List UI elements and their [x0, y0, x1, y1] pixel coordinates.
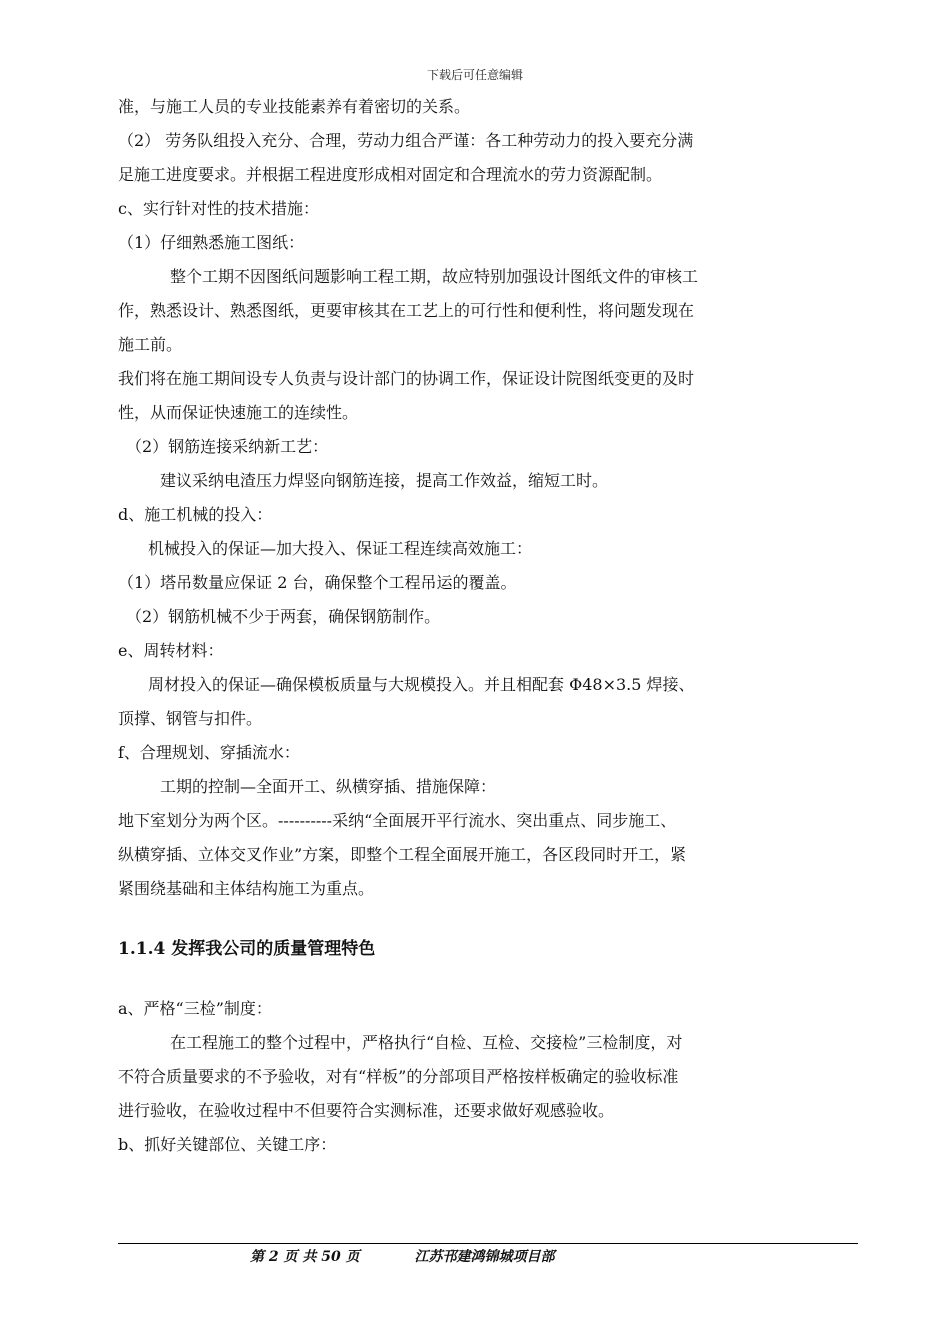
paragraph-line: 进行验收，在验收过程中不但要符合实测标准，还要求做好观感验收。: [118, 1101, 615, 1120]
paragraph-line: 我们将在施工期间设专人负责与设计部门的协调工作，保证设计院图纸变更的及时: [118, 369, 695, 388]
paragraph-line: 准，与施工人员的专业技能素养有着密切的关系。: [118, 97, 471, 116]
header-note: 下载后可任意编辑: [426, 68, 523, 82]
paragraph-line: 在工程施工的整个过程中，严格执行“自检、互检、交接检”三检制度，对: [170, 1033, 683, 1052]
paragraph-line: 不符合质量要求的不予验收，对有“样板”的分部项目严格按样板确定的验收标准: [118, 1067, 679, 1086]
paragraph-line: 施工前。: [118, 335, 183, 354]
footer-divider: [118, 1243, 858, 1244]
subheading-c: c、实行针对性的技术措施：: [118, 199, 319, 218]
subheading-e: e、周转材料：: [118, 641, 224, 660]
paragraph-line: 机械投入的保证—加大投入、保证工程连续高效施工：: [148, 539, 533, 558]
section-heading: 1.1.4 发挥我公司的质量管理特色: [118, 939, 376, 959]
paragraph-line: 地下室划分为两个区。----------采纳“全面展开平行流水、突出重点、同步施工、: [118, 811, 677, 830]
subheading-a: a、严格“三检”制度：: [118, 999, 272, 1018]
subheading-d: d、施工机械的投入：: [118, 505, 273, 524]
paragraph-line: 建议采纳电渣压力焊竖向钢筋连接，提高工作效益，缩短工时。: [160, 471, 609, 490]
paragraph-line: 足施工进度要求。并根据工程进度形成相对固定和合理流水的劳力资源配制。: [118, 165, 663, 184]
paragraph-line: 紧围绕基础和主体结构施工为重点。: [118, 879, 375, 898]
list-item: （1）塔吊数量应保证 2 台，确保整个工程吊运的覆盖。: [118, 573, 517, 592]
paragraph-line: 整个工期不因图纸问题影响工程工期，故应特别加强设计图纸文件的审核工: [170, 267, 699, 286]
paragraph-line: 作，熟悉设计、熟悉图纸，更要审核其在工艺上的可行性和便利性，将问题发现在: [118, 301, 695, 320]
paragraph-line: 顶撑、钢管与扣件。: [118, 709, 263, 728]
document-body: [118, 90, 838, 1162]
list-item: （2）钢筋机械不少于两套，确保钢筋制作。: [126, 607, 441, 626]
list-item-heading: （2）钢筋连接采纳新工艺：: [126, 437, 329, 456]
paragraph-line: 工期的控制—全面开工、纵横穿插、措施保障：: [160, 777, 497, 796]
subheading-f: f、合理规划、穿插流水：: [118, 743, 300, 762]
paragraph-line: 性，从而保证快速施工的连续性。: [118, 403, 359, 422]
list-item-heading: （1）仔细熟悉施工图纸：: [118, 233, 305, 252]
page-number: 第 2 页 共 50 页: [250, 1249, 360, 1265]
paragraph-line: （2） 劳务队组投入充分、合理，劳动力组合严谨：各工种劳动力的投入要充分满: [118, 131, 694, 150]
subheading-b: b、抓好关键部位、关键工序：: [118, 1135, 337, 1154]
company-name: 江苏邗建鸿锦城项目部: [414, 1249, 555, 1265]
page-footer: [250, 1246, 554, 1266]
paragraph-line: 周材投入的保证—确保模板质量与大规模投入。并且相配套 Φ48×3.5 焊接、: [148, 675, 695, 694]
paragraph-line: 纵横穿插、立体交叉作业”方案，即整个工程全面展开施工，各区段同时开工，紧: [118, 845, 687, 864]
